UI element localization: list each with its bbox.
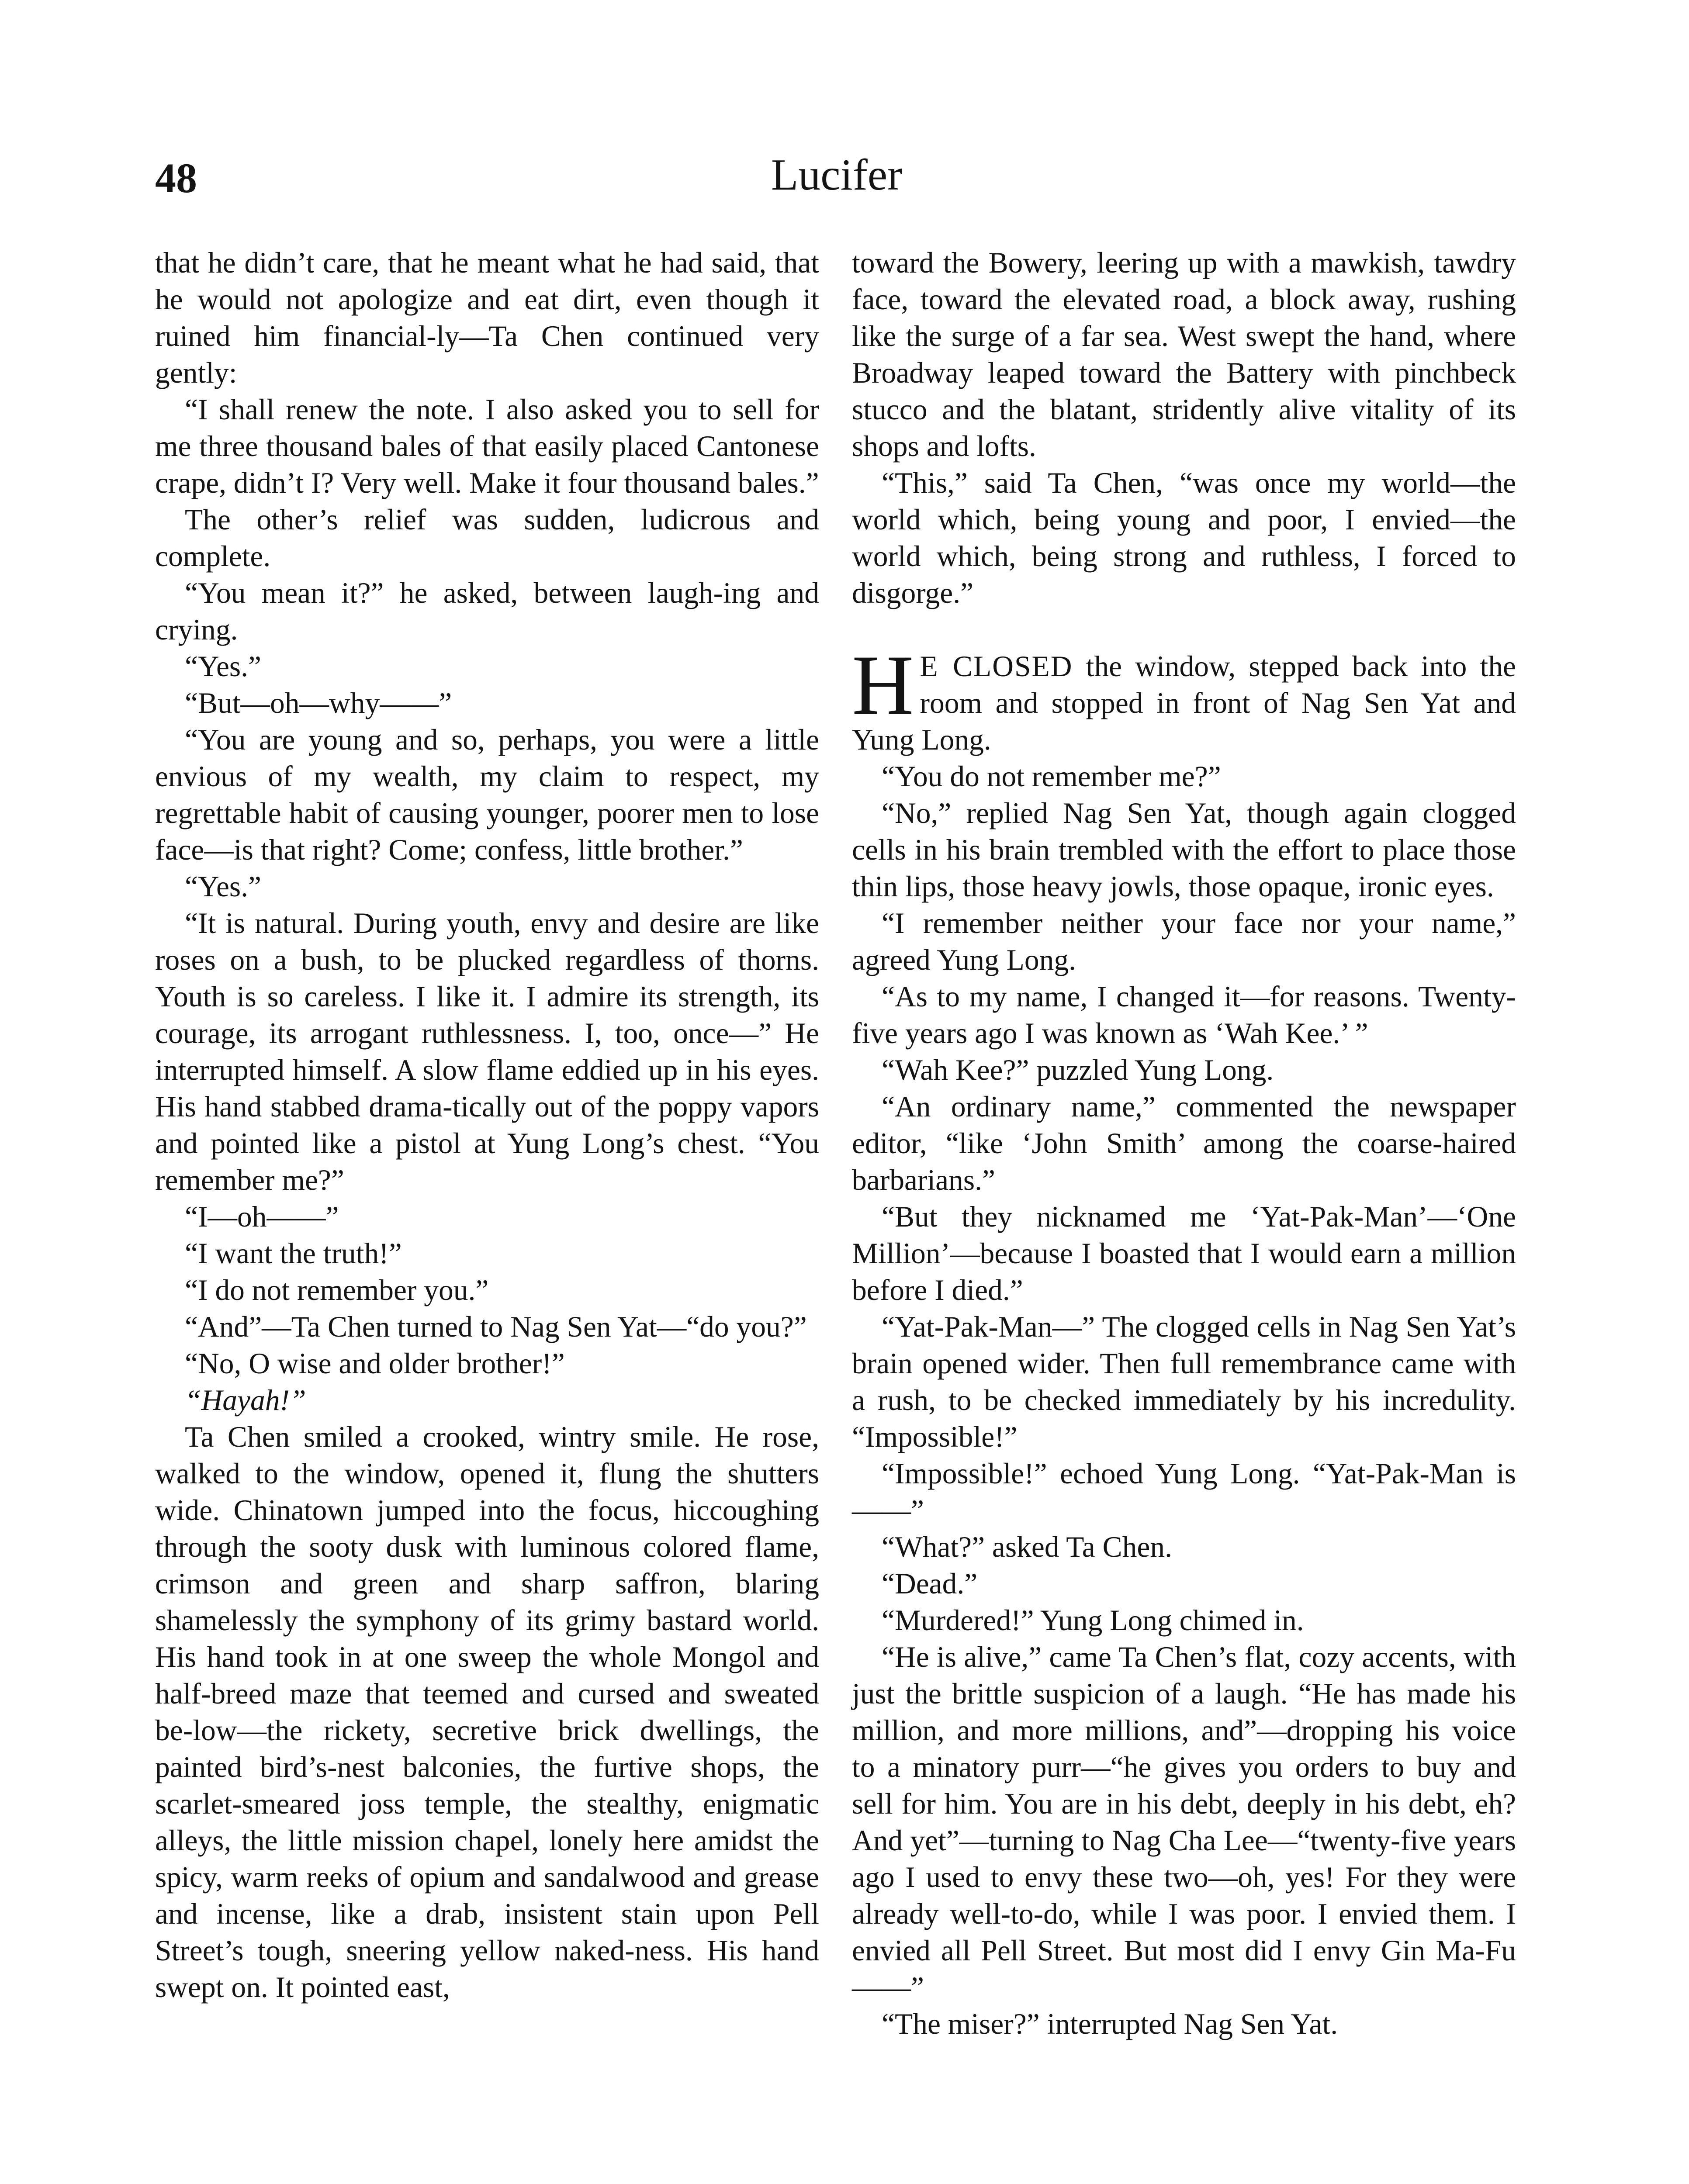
paragraph: “You do not remember me?”	[882, 760, 1221, 793]
paragraph-italic: “Hayah!”	[185, 1384, 306, 1417]
paragraph: “Yat-Pak-Man—” The clogged cells in Nag Sen Yat’s brain opened wider. Then full remembrance came with a rush, to be checked immediately by his incredulity. “Impossible!”	[852, 1310, 1516, 1453]
paragraph: “I remember neither your face nor your name,” agreed Yung Long.	[852, 907, 1516, 976]
paragraph: “An ordinary name,” commented the newspaper editor, “like ‘John Smith’ among the coarse-haired barbarians.”	[852, 1090, 1516, 1196]
paragraph: “Murdered!” Yung Long chimed in.	[882, 1604, 1304, 1637]
left-column	[155, 245, 819, 2006]
page-title: Lucifer	[771, 150, 903, 200]
paragraph: “Dead.”	[882, 1567, 978, 1600]
running-head	[155, 150, 1518, 214]
opening-text: the window, stepped back into the room and stopped in front of Nag Sen Yat and Yung Long.	[852, 650, 1516, 756]
paragraph: “Impossible!” echoed Yung Long. “Yat-Pak-Man is——”	[852, 1457, 1516, 1527]
paragraph: “Yes.”	[185, 650, 262, 683]
paragraph: “No,” replied Nag Sen Yat, though again clogged cells in his brain trembled with the effort to place those thin lips, those heavy jowls, those opaque, ironic eyes.	[852, 797, 1516, 903]
paragraph: “Yes.”	[185, 870, 262, 903]
paragraph: “He is alive,” came Ta Chen’s flat, cozy accents, with just the brittle suspicion of a laugh. “He has made his million, and more millions, and”—dropping his voice to a minatory purr—“he gives you orders to buy and sell for him. You are in his debt, deeply in his debt, eh? And yet”—turning to Nag Cha Lee—“twenty-five years ago I used to envy these two—oh, yes! For they were already well-to-do, while I was poor. I envied them. I envied all Pell Street. But most did I envy Gin Ma-Fu——”	[852, 1641, 1516, 2004]
paragraph: “As to my name, I changed it—for reasons. Twenty-five years ago I was known as ‘Wah Kee.’ ”	[852, 980, 1516, 1050]
paragraph: “I want the truth!”	[185, 1237, 402, 1270]
paragraph: “What?” asked Ta Chen.	[882, 1531, 1172, 1563]
paragraph: “No, O wise and older brother!”	[185, 1347, 565, 1380]
paragraph: “The miser?” interrupted Nag Sen Yat.	[882, 2008, 1338, 2040]
paragraph: Ta Chen smiled a crooked, wintry smile. He rose, walked to the window, opened it, flung the shutters wide. Chinatown jumped into the focus, hiccoughing through the sooty dusk with luminous colored flame, crimson and green and sharp saffron, blaring shamelessly the symphony of its grimy bastard world. His hand took in at one sweep the whole Mongol and half-breed maze that teemed and cursed and sweated be-low—the rickety, secretive brick dwellings, the painted bird’s-nest balconies, the furtive shops, the scarlet-smeared joss temple, the stealthy, enigmatic alleys, the little mission chapel, lonely here amidst the spicy, warm reeks of opium and sandalwood and grease and incense, like a drab, insistent stain upon Pell Street’s tough, sneering yellow naked-ness. His hand swept on. It pointed east,	[155, 1420, 819, 2004]
paragraph: that he didn’t care, that he meant what he had said, that he would not apologize and eat dirt, even though it ruined him financial-ly—Ta Chen continued very gently:	[155, 246, 819, 389]
paragraph: “Wah Kee?” puzzled Yung Long.	[882, 1054, 1274, 1086]
drop-cap: H	[852, 638, 914, 733]
paragraph: “And”—Ta Chen turned to Nag Sen Yat—“do you?”	[185, 1310, 807, 1343]
section-opening-paragraph	[852, 638, 1516, 758]
opening-caps: E CLOSED	[920, 650, 1073, 683]
paragraph: “I do not remember you.”	[185, 1274, 489, 1306]
right-column	[852, 245, 1516, 2042]
paragraph: “I shall renew the note. I also asked you to sell for me three thousand bales of that easily placed Cantonese crape, didn’t I? Very well. Make it four thousand bales.”	[155, 393, 819, 499]
paragraph: “But—oh—why——”	[185, 687, 452, 719]
paragraph: The other’s relief was sudden, ludicrous and complete.	[155, 503, 819, 573]
paragraph: “You are young and so, perhaps, you were a little envious of my wealth, my claim to respect, my regrettable habit of causing younger, poorer men to lose face—is that right? Come; confess, little brother.”	[155, 723, 819, 866]
paragraph: “I—oh——”	[185, 1200, 339, 1233]
section-break	[852, 612, 1516, 648]
paragraph: “It is natural. During youth, envy and desire are like roses on a bush, to be plucked regardless of thorns. Youth is so careless. I like it. I admire its strength, its courage, its arrogant ruthlessness. I, too, once—” He interrupted himself. A slow flame eddied up in his eyes. His hand stabbed drama-tically out of the poppy vapors and pointed like a pistol at Yung Long’s chest. “You remember me?”	[155, 907, 819, 1196]
paragraph: toward the Bowery, leering up with a mawkish, tawdry face, toward the elevated road, a block away, rushing like the surge of a far sea. West swept the hand, where Broadway leaped toward the Battery with pinchbeck stucco and the blatant, stridently alive vitality of its shops and lofts.	[852, 246, 1516, 463]
paragraph: “This,” said Ta Chen, “was once my world—the world which, being young and poor, I envied—the world which, being strong and ruthless, I forced to disgorge.”	[852, 467, 1516, 609]
page-number: 48	[155, 155, 197, 201]
paragraph: “But they nicknamed me ‘Yat-Pak-Man’—‘One Million’—because I boasted that I would earn a million before I died.”	[852, 1200, 1516, 1306]
paragraph: “You mean it?” he asked, between laugh-ing and crying.	[155, 577, 819, 646]
